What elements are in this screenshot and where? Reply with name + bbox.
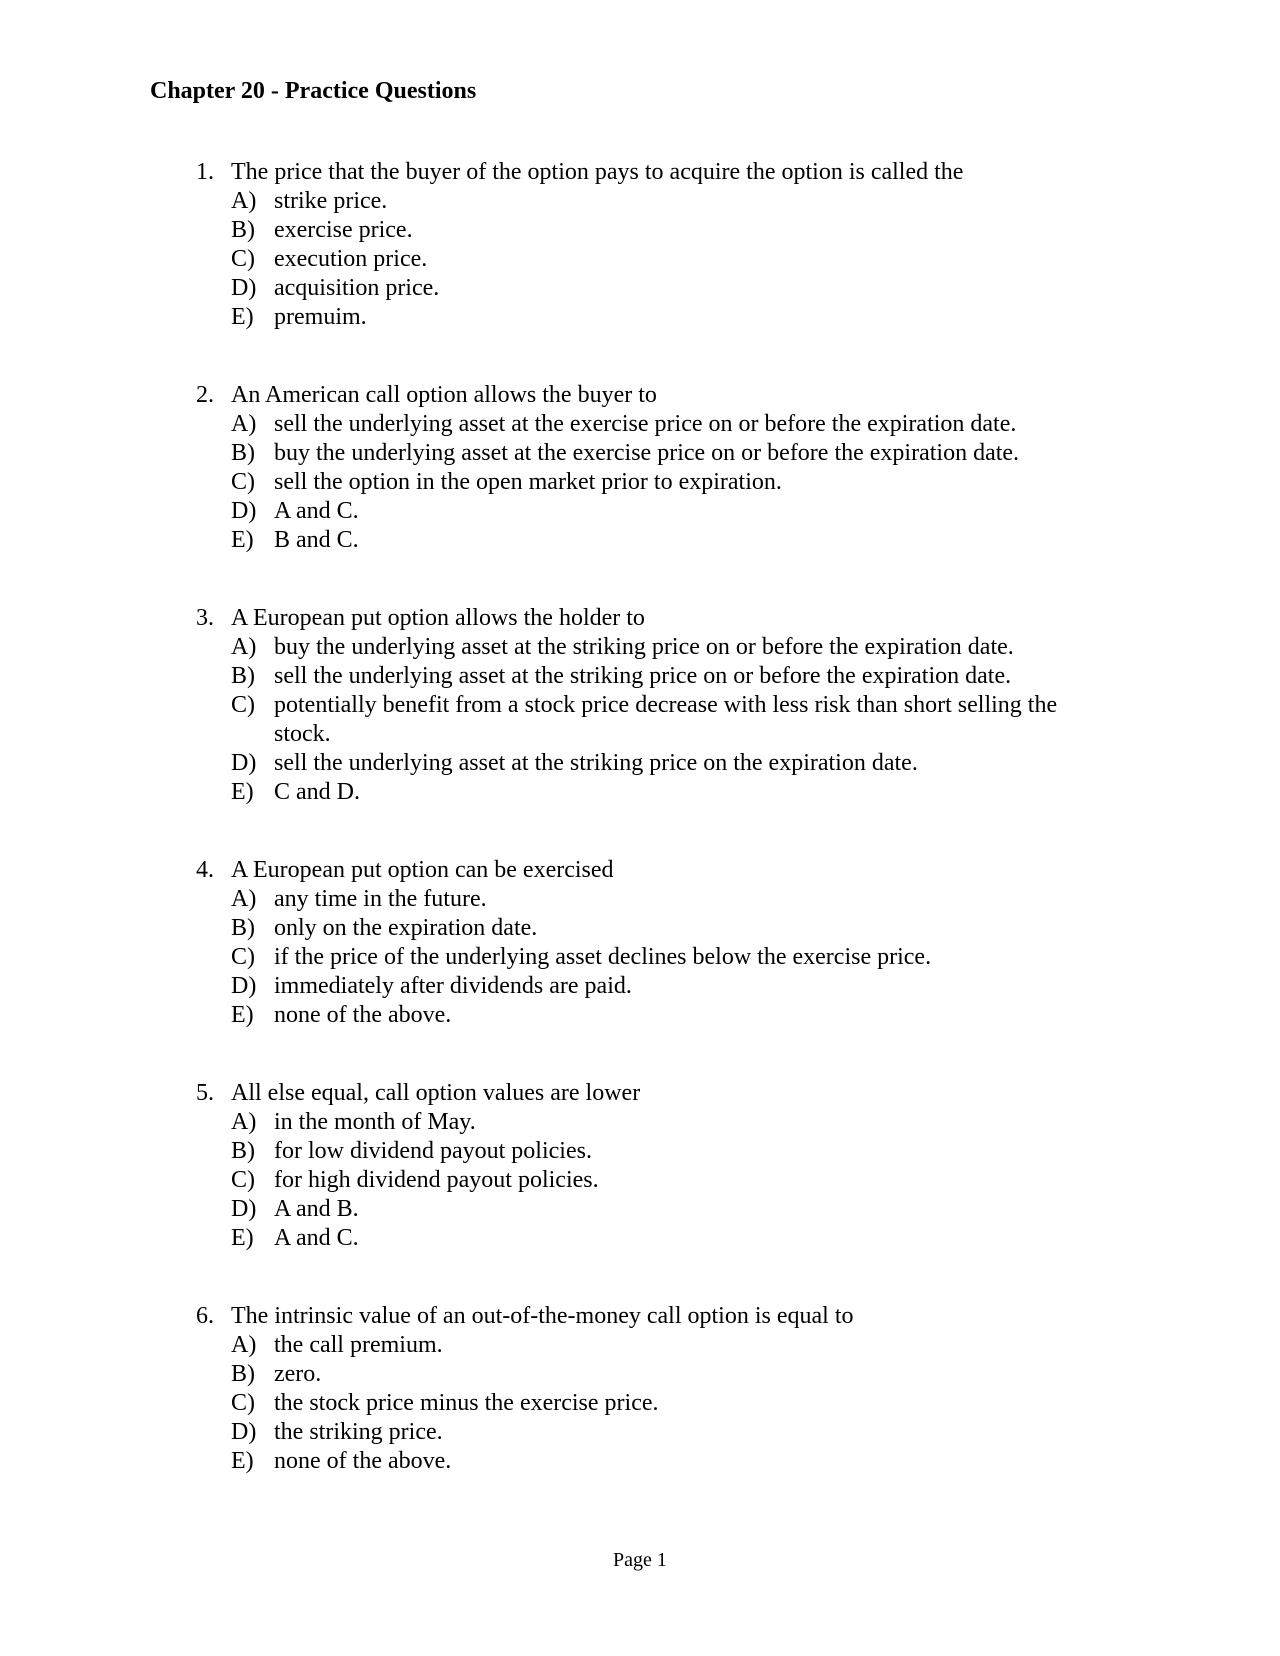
- question-stem: [196, 856, 1096, 885]
- answer-option-a: [196, 187, 1096, 216]
- option-label: E): [231, 527, 254, 553]
- option-label: D): [231, 1419, 257, 1445]
- page-number: Page 1: [613, 1549, 667, 1571]
- option-label: D): [231, 973, 257, 999]
- option-label: C): [231, 469, 255, 495]
- question-number: 4.: [196, 857, 214, 883]
- answer-option-b: [196, 1137, 1096, 1166]
- option-text: zero.: [274, 1361, 322, 1387]
- question-stem: [196, 381, 1096, 410]
- question-6: [196, 1302, 1096, 1476]
- option-text: the striking price.: [274, 1419, 443, 1445]
- question-stem: [196, 1079, 1096, 1108]
- question-text: A European put option allows the holder to: [231, 605, 645, 631]
- answer-option-d: [196, 274, 1096, 303]
- option-text: A and C.: [274, 1225, 359, 1251]
- option-text: in the month of May.: [274, 1109, 476, 1135]
- answer-option-e: [196, 1447, 1096, 1476]
- answer-option-a: [196, 410, 1096, 439]
- option-label: D): [231, 275, 257, 301]
- option-label: A): [231, 1109, 257, 1135]
- option-text: immediately after dividends are paid.: [274, 973, 632, 999]
- question-stem: [196, 158, 1096, 187]
- answer-option-d: [196, 497, 1096, 526]
- option-text: the stock price minus the exercise price.: [274, 1390, 659, 1416]
- option-label: D): [231, 1196, 257, 1222]
- question-text: The intrinsic value of an out-of-the-money call option is equal to: [231, 1303, 854, 1329]
- option-label: B): [231, 440, 255, 466]
- answer-option-c: [196, 245, 1096, 274]
- answer-option-e: [196, 1001, 1096, 1030]
- option-label: D): [231, 750, 257, 776]
- answer-option-e: [196, 1224, 1096, 1253]
- option-label: B): [231, 663, 255, 689]
- option-text: acquisition price.: [274, 275, 440, 301]
- question-2: [196, 381, 1096, 555]
- option-label: B): [231, 915, 255, 941]
- option-label: D): [231, 498, 257, 524]
- answer-option-b: [196, 662, 1096, 691]
- answer-option-b: [196, 914, 1096, 943]
- option-label: C): [231, 1167, 255, 1193]
- answer-option-c: [196, 691, 1096, 749]
- question-1: [196, 158, 1096, 332]
- question-5: [196, 1079, 1096, 1253]
- option-text: strike price.: [274, 188, 388, 214]
- option-text: sell the underlying asset at the exercise price on or before the expiration date.: [274, 411, 1017, 437]
- option-text: execution price.: [274, 246, 428, 272]
- option-text: A and B.: [274, 1196, 359, 1222]
- question-number: 6.: [196, 1303, 214, 1329]
- option-label: E): [231, 1002, 254, 1028]
- question-3: [196, 604, 1096, 807]
- answer-option-a: [196, 1108, 1096, 1137]
- answer-option-d: [196, 1195, 1096, 1224]
- option-text: for high dividend payout policies.: [274, 1167, 599, 1193]
- option-label: A): [231, 886, 257, 912]
- answer-option-c: [196, 1389, 1096, 1418]
- answer-option-a: [196, 633, 1096, 662]
- option-label: B): [231, 1361, 255, 1387]
- answer-option-e: [196, 778, 1096, 807]
- option-text: C and D.: [274, 779, 360, 805]
- option-label: C): [231, 692, 255, 718]
- option-text: sell the underlying asset at the striking price on or before the expiration date.: [274, 663, 1012, 689]
- question-4: [196, 856, 1096, 1030]
- question-number: 1.: [196, 159, 214, 185]
- option-label: C): [231, 1390, 255, 1416]
- answer-option-b: [196, 216, 1096, 245]
- option-text: potentially benefit from a stock price decrease with less risk than short selling the stock.: [274, 692, 1058, 747]
- option-text: for low dividend payout policies.: [274, 1138, 592, 1164]
- option-text: exercise price.: [274, 217, 413, 243]
- answer-option-a: [196, 1331, 1096, 1360]
- option-text: none of the above.: [274, 1448, 452, 1474]
- answer-option-d: [196, 972, 1096, 1001]
- option-label: E): [231, 1448, 254, 1474]
- option-label: A): [231, 411, 257, 437]
- option-text: none of the above.: [274, 1002, 452, 1028]
- question-text: An American call option allows the buyer to: [231, 382, 657, 408]
- option-label: A): [231, 1332, 257, 1358]
- option-text: only on the expiration date.: [274, 915, 538, 941]
- option-text: B and C.: [274, 527, 359, 553]
- option-label: C): [231, 944, 255, 970]
- question-stem: [196, 604, 1096, 633]
- option-label: E): [231, 1225, 254, 1251]
- answer-option-e: [196, 526, 1096, 555]
- question-text: All else equal, call option values are lower: [231, 1080, 641, 1106]
- option-label: C): [231, 246, 255, 272]
- question-number: 5.: [196, 1080, 214, 1106]
- answer-option-b: [196, 1360, 1096, 1389]
- answer-option-c: [196, 468, 1096, 497]
- option-text: if the price of the underlying asset declines below the exercise price.: [274, 944, 932, 970]
- question-number: 2.: [196, 382, 214, 408]
- answer-option-c: [196, 943, 1096, 972]
- answer-option-a: [196, 885, 1096, 914]
- answer-option-b: [196, 439, 1096, 468]
- option-label: A): [231, 188, 257, 214]
- option-text: A and C.: [274, 498, 359, 524]
- option-label: B): [231, 217, 255, 243]
- option-label: A): [231, 634, 257, 660]
- option-label: B): [231, 1138, 255, 1164]
- option-label: E): [231, 304, 254, 330]
- option-label: E): [231, 779, 254, 805]
- question-text: The price that the buyer of the option pays to acquire the option is called the: [231, 159, 964, 185]
- page-title: Chapter 20 - Practice Questions: [150, 78, 477, 104]
- option-text: sell the option in the open market prior to expiration.: [274, 469, 782, 495]
- option-text: any time in the future.: [274, 886, 487, 912]
- answer-option-e: [196, 303, 1096, 332]
- question-number: 3.: [196, 605, 214, 631]
- answer-option-d: [196, 749, 1096, 778]
- option-text: premuim.: [274, 304, 367, 330]
- option-text: the call premium.: [274, 1332, 443, 1358]
- option-text: buy the underlying asset at the exercise price on or before the expiration date.: [274, 440, 1020, 466]
- option-text: buy the underlying asset at the striking price on or before the expiration date.: [274, 634, 1014, 660]
- answer-option-d: [196, 1418, 1096, 1447]
- question-stem: [196, 1302, 1096, 1331]
- option-text: sell the underlying asset at the striking price on the expiration date.: [274, 750, 918, 776]
- answer-option-c: [196, 1166, 1096, 1195]
- question-text: A European put option can be exercised: [231, 857, 614, 883]
